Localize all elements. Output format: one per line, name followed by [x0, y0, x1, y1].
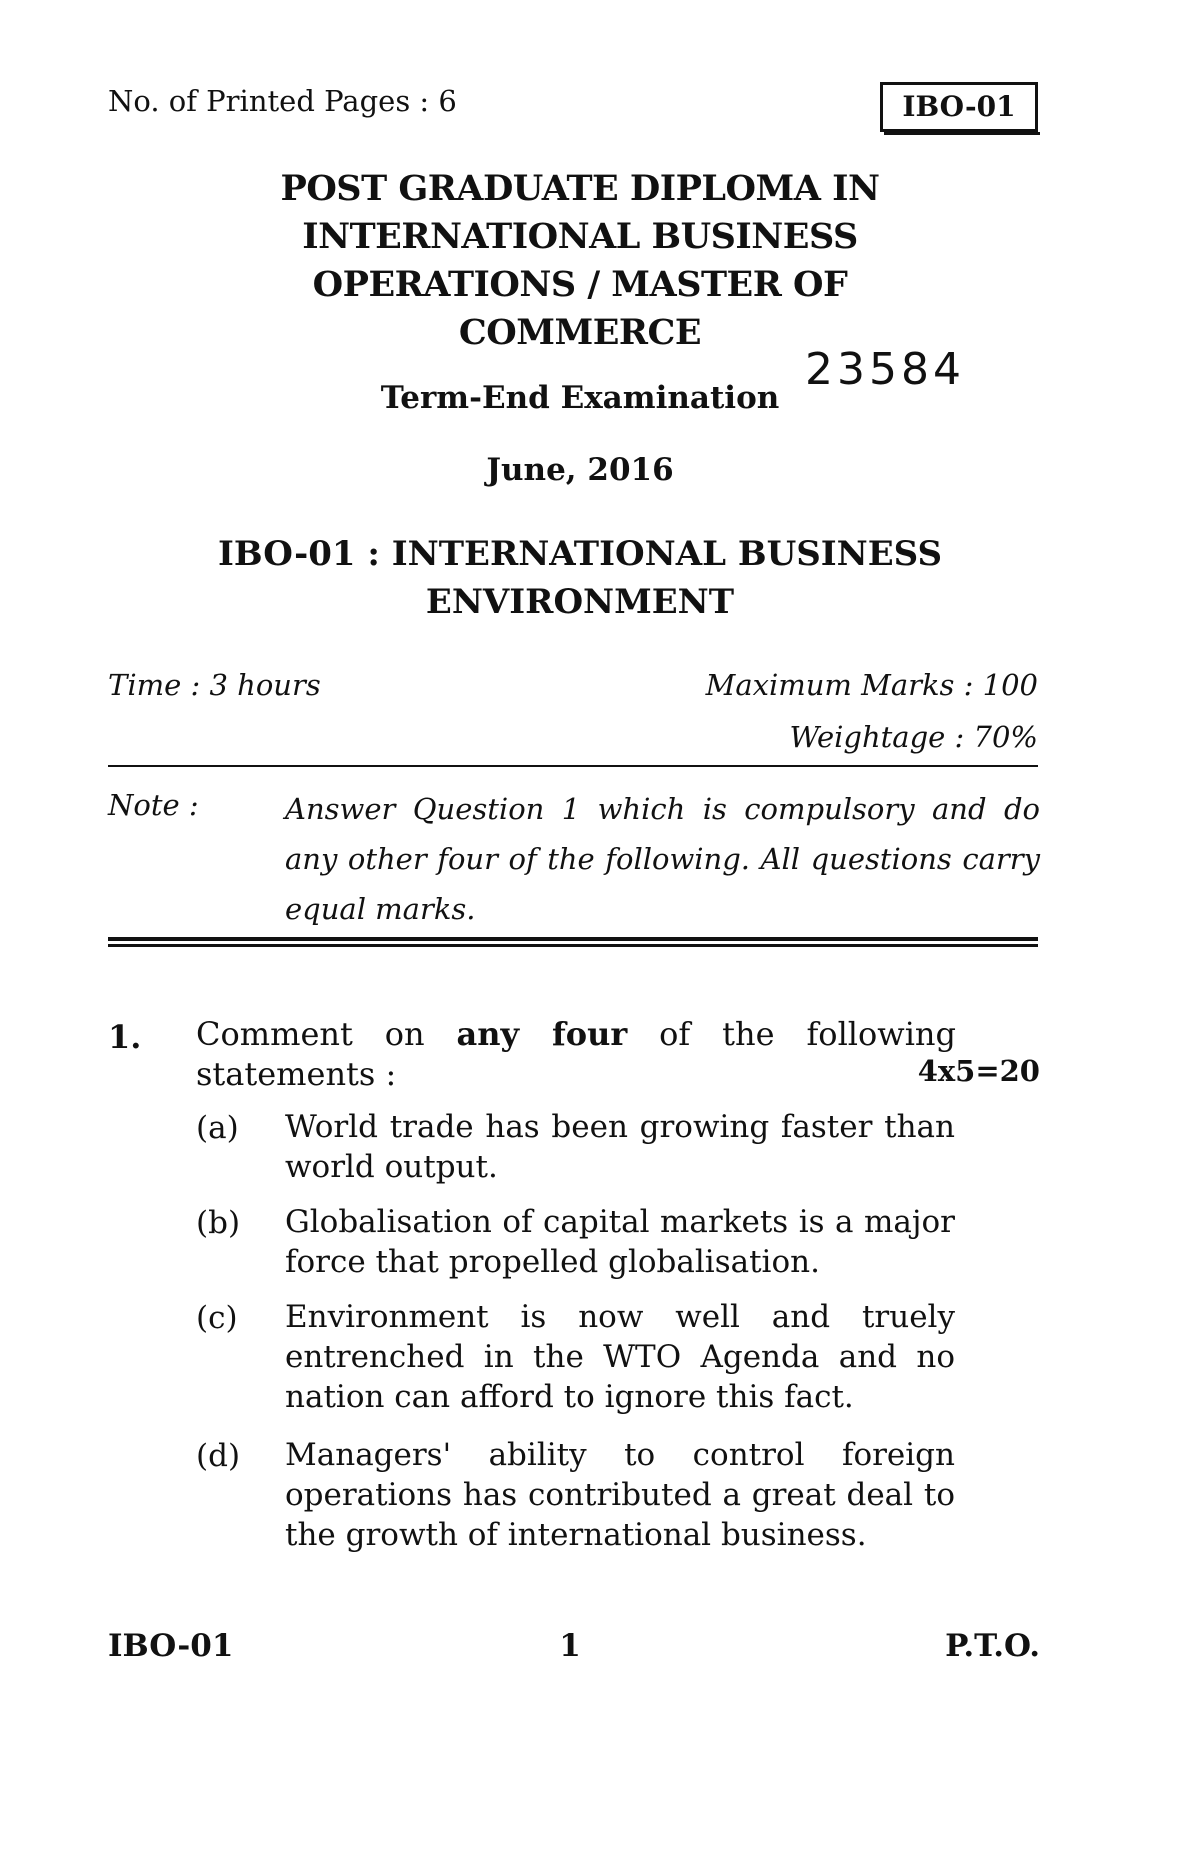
option-label: (d) [196, 1438, 241, 1474]
option-label: (a) [196, 1110, 239, 1146]
question-text-start: Comment on [196, 1015, 425, 1053]
time-allowed: Time : 3 hours [108, 668, 321, 702]
title-line: OPERATIONS / MASTER OF [312, 264, 848, 305]
weightage: Weightage : 70% [789, 720, 1038, 754]
title-line: INTERNATIONAL BUSINESS [302, 216, 858, 257]
footer-paper-code: IBO-01 [108, 1628, 234, 1664]
exam-date: June, 2016 [486, 452, 674, 488]
question-text [196, 1014, 956, 1094]
option-text: Managers' ability to control foreign operations has contributed a great deal to the growth of international business. [285, 1437, 955, 1553]
option-label: (b) [196, 1205, 241, 1241]
title-line: COMMERCE [458, 312, 702, 353]
double-divider-top [108, 937, 1038, 941]
programme-title [0, 165, 1160, 357]
paper-code-box-shadow [884, 132, 1040, 135]
please-turn-over: P.T.O. [945, 1628, 1040, 1664]
note-text: Answer Question 1 which is compulsory and do any other four of the following. All questions carry equal marks. [285, 792, 1040, 926]
exam-name: Term-End Examination [380, 380, 780, 416]
course-line: ENVIRONMENT [425, 582, 735, 622]
option-label: (c) [196, 1300, 238, 1336]
paper-code-box: IBO-01 [880, 82, 1038, 132]
course-line: IBO-01 : INTERNATIONAL BUSINESS [217, 534, 943, 574]
question-text-end: of the following statements : [196, 1015, 957, 1093]
divider-line [108, 765, 1038, 767]
question-marks: 4x5=20 [917, 1054, 1040, 1088]
question-text-emphasis: any four [456, 1015, 628, 1053]
option-text: Globalisation of capital markets is a major force that propelled globalisation. [285, 1204, 955, 1280]
option-text: Environment is now well and truely entrenched in the WTO Agenda and no nation can afford to ignore this fact. [285, 1299, 955, 1415]
option-text: World trade has been growing faster than world output. [285, 1109, 955, 1185]
maximum-marks: Maximum Marks : 100 [705, 668, 1038, 702]
title-line: POST GRADUATE DIPLOMA IN [280, 168, 880, 209]
question-number: 1. [108, 1018, 142, 1056]
course-title [0, 530, 1160, 626]
double-divider-bottom [108, 944, 1038, 947]
note-label: Note : [108, 788, 199, 822]
page-number: 1 [559, 1628, 581, 1664]
serial-number: 23584 [805, 344, 965, 395]
printed-pages-count: No. of Printed Pages : 6 [108, 84, 457, 118]
